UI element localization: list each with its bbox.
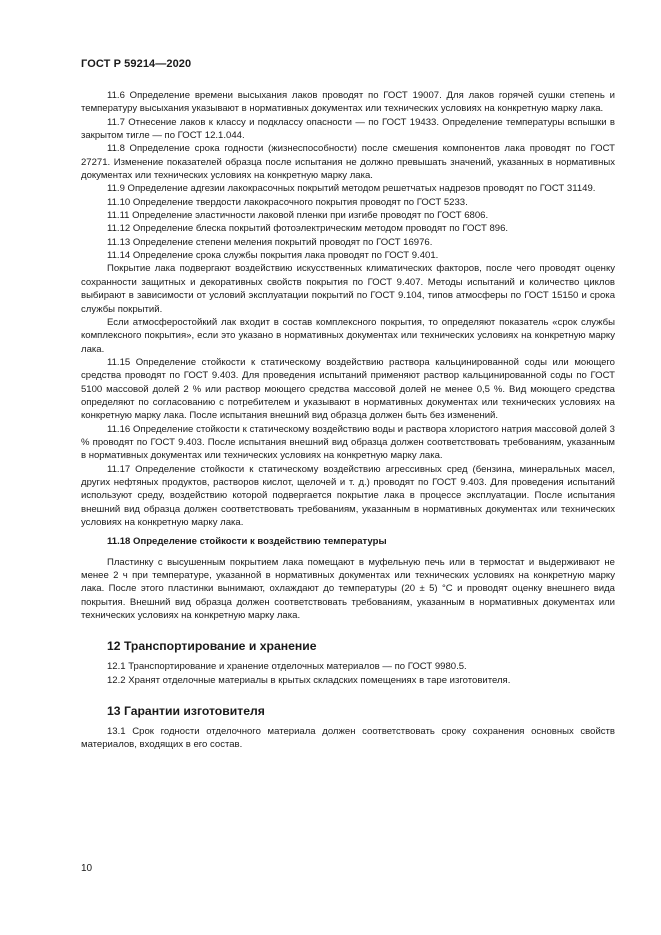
paragraph-11-10: 11.10 Определение твердости лакокрасочного покрытия проводят по ГОСТ 5233. bbox=[107, 196, 468, 208]
paragraph-11-8: 11.8 Определение срока годности (жизнеспособности) после смешения компонентов лака проводят по ГОСТ 27271. Изменение показателей образца после испытания не должно превышать значений, указанных в нормативных документах или технических условиях на конкретную марку лака. bbox=[81, 143, 615, 182]
paragraph-11-7: 11.7 Отнесение лаков к классу и подклассу опасности — по ГОСТ 19433. Определение температуры вспышки в закрытом тигле — по ГОСТ 12.1.044. bbox=[81, 116, 615, 142]
paragraph-11-6: 11.6 Определение времени высыхания лаков проводят по ГОСТ 19007. Для лаков горячей сушки степень и температуру высыхания указывают в нормативных документах или технических условиях на конкретную марку лака. bbox=[81, 90, 615, 115]
paragraph-11-16: 11.16 Определение стойкости к статическому воздействию воды и раствора хлористого натрия массовой долей 3 % проводят по ГОСТ 9.403. После испытания внешний вид образца должен соответствовать требованиям, указанным в нормативных документах или технических условиях на конкретную марку лака. bbox=[81, 423, 615, 462]
paragraph-11-13: 11.13 Определение степени меления покрытий проводят по ГОСТ 16976. bbox=[107, 236, 433, 248]
paragraph-aging-test: Покрытие лака подвергают воздействию искусственных климатических факторов, после чего проводят оценку сохранности защитных и декоративных свойств покрытия по ГОСТ 9.407. Методы испытаний и количество циклов выбирают в зависимости от условий эксплуатации покрытий по ГОСТ 9.104, типов атмосферы по ГОСТ 15150 и срока службы покрытий. bbox=[81, 263, 615, 315]
subsection-11-18-text: Пластинку с высушенным покрытием лака помещают в муфельную печь или в термостат и выдерживают не менее 2 ч при температуре, указанной в нормативных документах или технических условиях на конкретную марку лака. После этого пластинки вынимают, охлаждают до температуры (20 ± 5) °С и проводят оценку внешнего вида покрытия. Внешний вид образца должен соответствовать требованиям, указанным в нормативных документах или технических условиях на конкретную марку лака. bbox=[81, 556, 615, 622]
section-13-title: 13 Гарантии изготовителя bbox=[107, 704, 265, 719]
paragraph-11-9: 11.9 Определение адгезии лакокрасочных покрытий методом решетчатых надрезов проводят по ГОСТ 31149. bbox=[107, 183, 596, 195]
page-body bbox=[81, 89, 615, 752]
paragraph-11-15: 11.15 Определение стойкости к статическому воздействию раствора кальцинированной соды или моющего средства проводят по ГОСТ 9.403. Для проведения испытаний применяют раствор кальцинированной соды по ГОСТ 5100 массовой долей 2 % или раствор моющего средства массовой долей не менее 0,5 %. Вид моющего средства определяют по согласованию с потребителем и указывают в нормативных документах или технических условиях на конкретную марку лака. После испытания внешний вид образца должен быть без изменений. bbox=[81, 356, 615, 422]
paragraph-complex-coating: Если атмосферостойкий лак входит в состав комплексного покрытия, то определяют показатель «срок службы комплексного покрытия», если это указано в нормативных документах или технических условиях на конкретную марку лака. bbox=[81, 316, 615, 355]
document-code-header: ГОСТ Р 59214—2020 bbox=[81, 58, 192, 70]
paragraph-11-17: 11.17 Определение стойкости к статическому воздействию агрессивных сред (бензина, минеральных масел, других нефтяных продуктов, растворов кислот, щелочей и т. д.) проводят по ГОСТ 9.403. Для проведения испытаний используют среду, воздействию которой подвергается покрытие лака в процессе эксплуатации. После испытания внешний вид образца должен соответствовать требованиям, указанным в нормативных документах или технических условиях на конкретную марку лака. bbox=[81, 463, 615, 528]
paragraph-12-1: 12.1 Транспортирование и хранение отделочных материалов — по ГОСТ 9980.5. bbox=[107, 661, 467, 673]
section-12-title: 12 Транспортирование и хранение bbox=[107, 639, 317, 654]
paragraph-11-14: 11.14 Определение срока службы покрытия лака проводят по ГОСТ 9.401. bbox=[107, 250, 439, 262]
subsection-11-18-title: 11.18 Определение стойкости к воздействию температуры bbox=[107, 536, 387, 548]
paragraph-13-1: 13.1 Срок годности отделочного материала должен соответствовать сроку сохранения основных свойств материалов, входящих в его состав. bbox=[81, 726, 615, 751]
page-number: 10 bbox=[81, 863, 93, 874]
paragraph-11-12: 11.12 Определение блеска покрытий фотоэлектрическим методом проводят по ГОСТ 896. bbox=[107, 223, 509, 235]
paragraph-11-11: 11.11 Определение эластичности лаковой пленки при изгибе проводят по ГОСТ 6806. bbox=[107, 210, 489, 222]
paragraph-12-2: 12.2 Хранят отделочные материалы в крытых складских помещениях в таре изготовителя. bbox=[107, 674, 511, 686]
